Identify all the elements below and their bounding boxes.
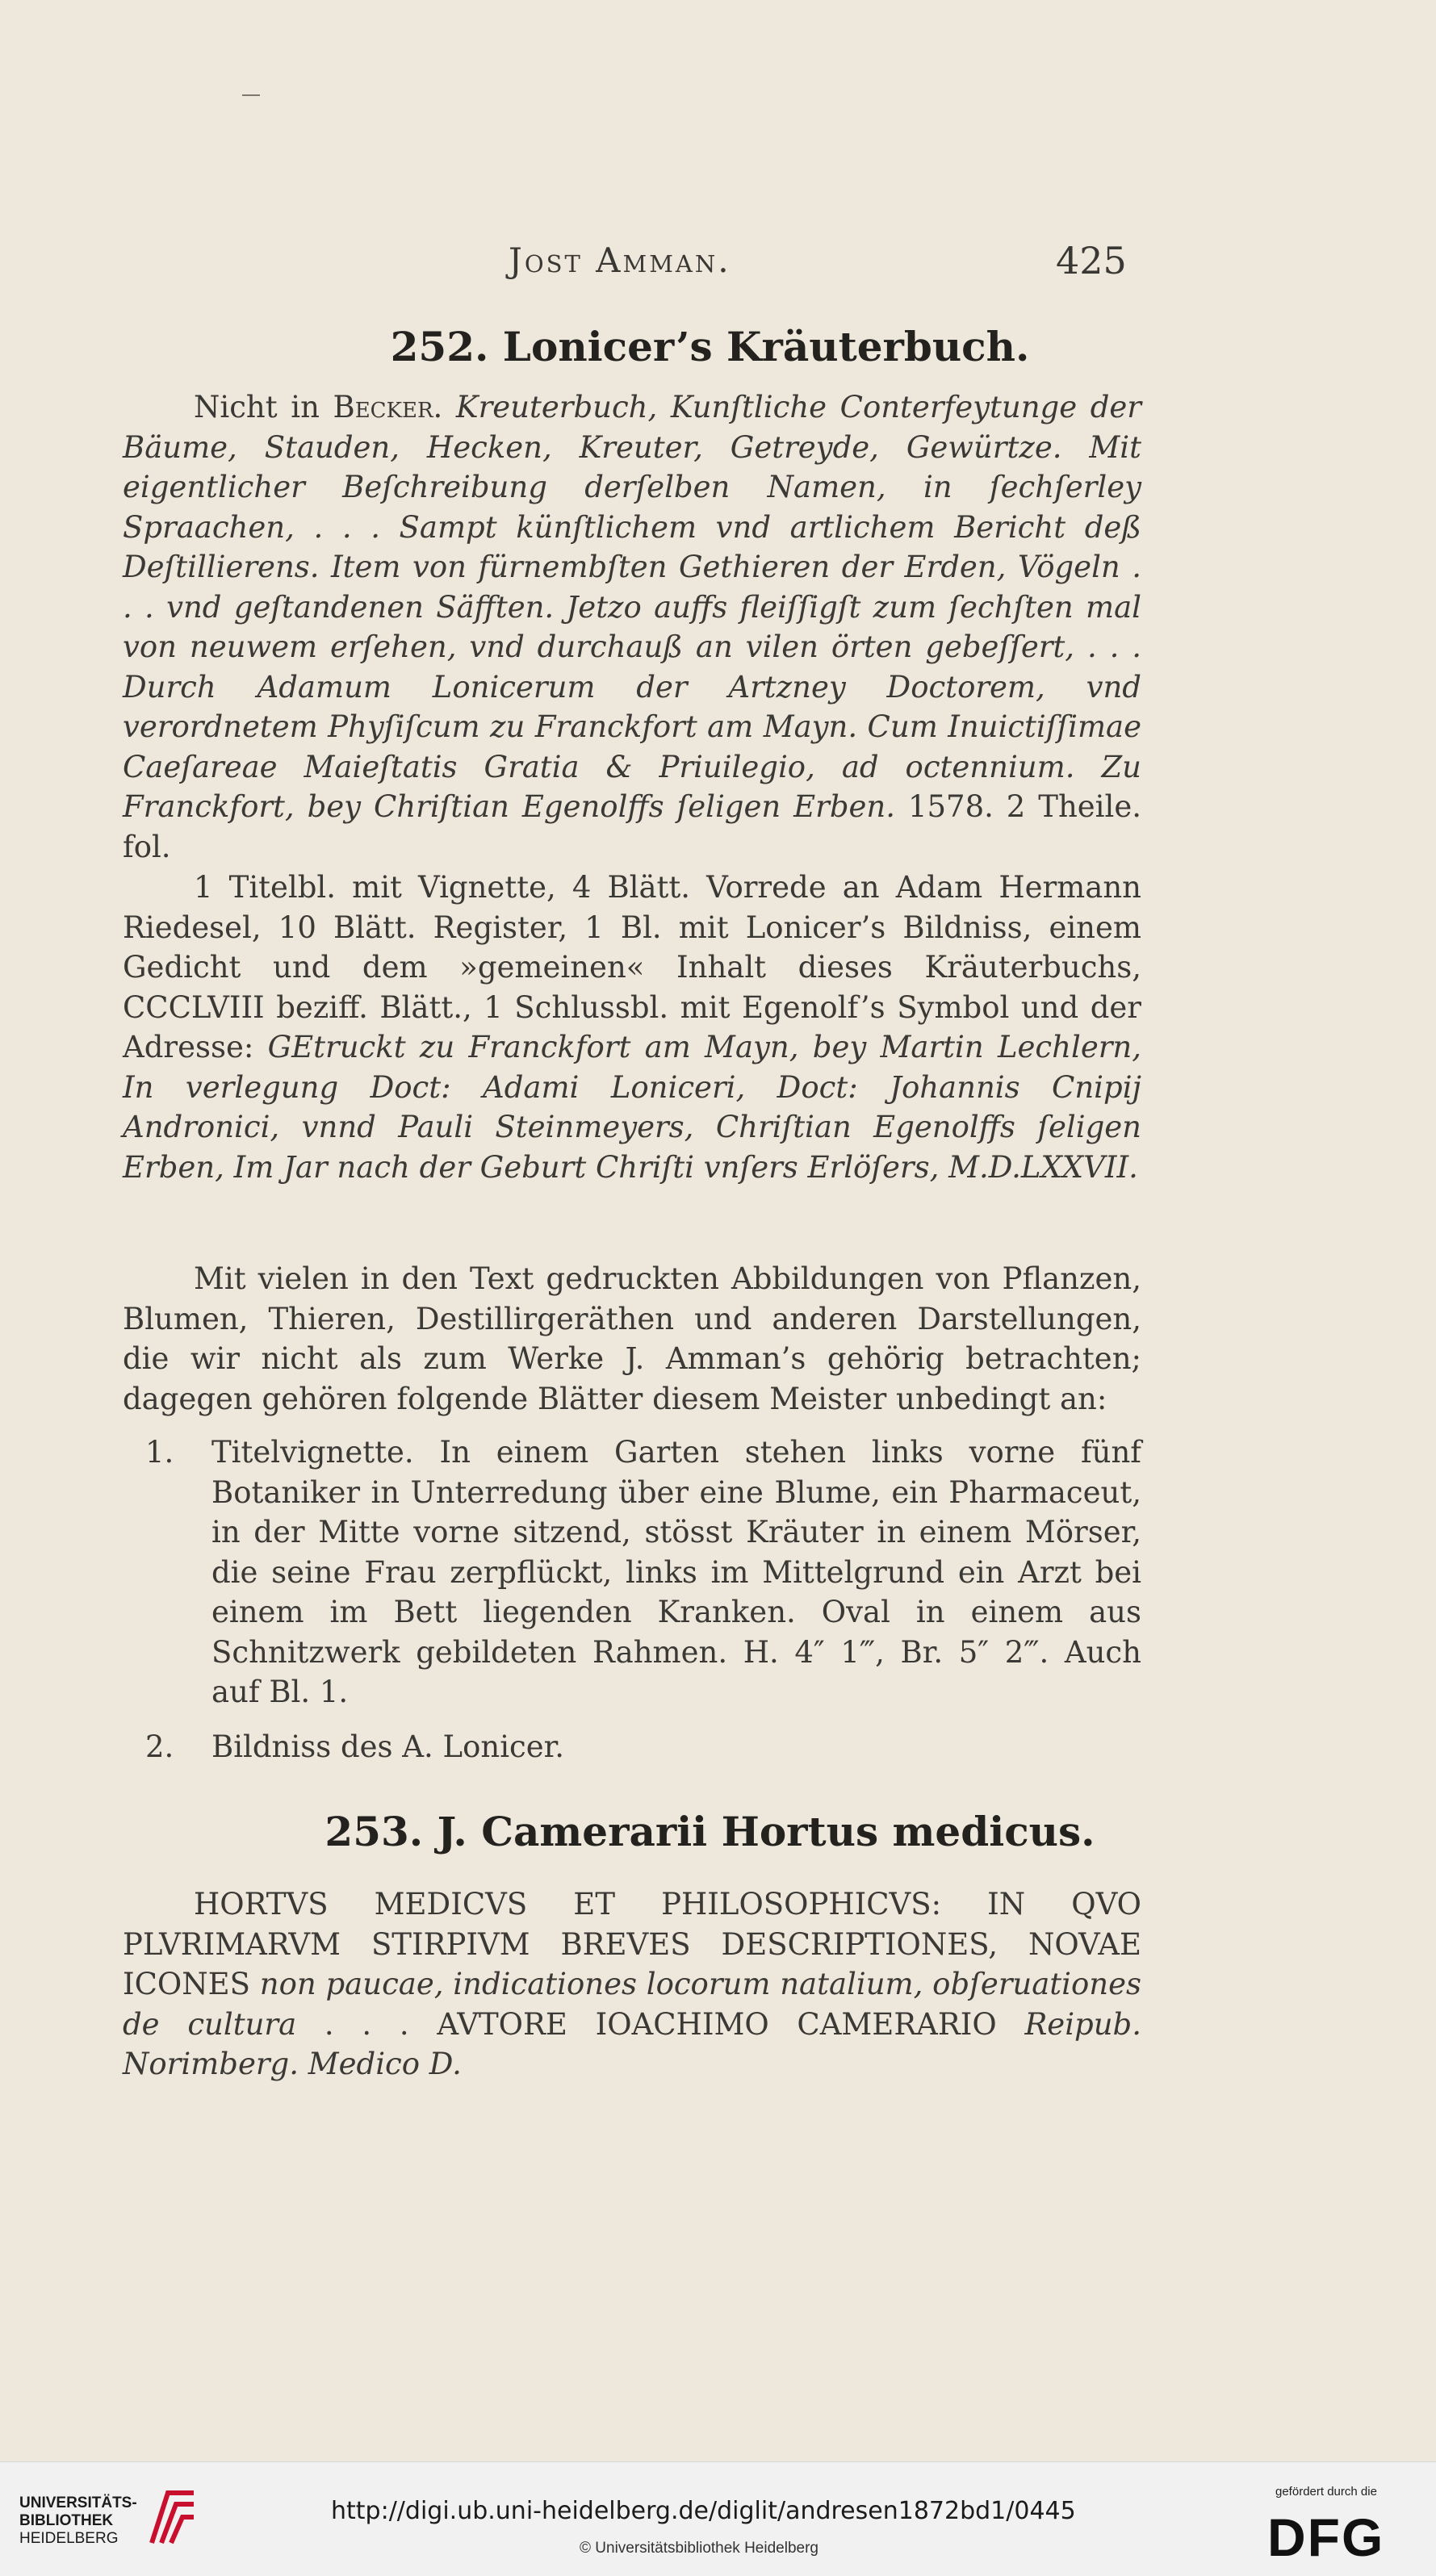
section-heading-253: 253. J. Camerarii Hortus medicus.: [324, 1808, 1095, 1855]
viewer-footer: [0, 2461, 1436, 2576]
collation-text: 1 Titelbl. mit Vignette, 4 Blätt. Vorrede an Adam Hermann Riedesel, 10 Blätt. Register, 1 Bl. mit Lonicer’s Bildniss, einem Gedicht und dem »gemeinen« Inhalt dieses Kräuterbuchs, CCCLVIII beziff. Blätt., 1 Schlussbl. mit Egenolf’s Symbol und der Adresse:: [123, 870, 1141, 1064]
list-item: [123, 1727, 1141, 1767]
bibliographic-entry-253: [123, 1884, 1141, 2085]
collation-paragraph: [123, 868, 1141, 1187]
entry-text: Nicht in: [194, 390, 333, 424]
entry-date: 1578. 2 Theile. fol.: [123, 789, 1141, 864]
list-item-text: Titelvignette. In einem Garten stehen links vorne fünf Botaniker in Unterredung über eine Blume, ein Pharmaceut, in der Mitte vorne sitzend, stösst Kräuter in einem Mörser, die seine Frau zerpflückt, links im Mittelgrund ein Arzt bei einem im Bett liegenden Kranken. Oval in einem aus Schnitzwerk gebildeten Rahmen. H. 4″ 1‴, Br. 5″ 2‴. Auch auf Bl. 1.: [211, 1435, 1141, 1709]
library-logo-text[interactable]: [19, 2494, 137, 2548]
list-item-text: Bildniss des A. Lonicer.: [211, 1729, 565, 1764]
library-name-line: UNIVERSITÄTS-: [19, 2494, 137, 2511]
list-item-number: 2.: [145, 1729, 174, 1764]
list-item-number: 1.: [145, 1435, 174, 1470]
running-title: Jost Amman.: [509, 240, 731, 280]
library-name-line: HEIDELBERG: [19, 2530, 119, 2547]
list-item: [123, 1432, 1141, 1712]
page-mark: [242, 94, 260, 96]
entry-author-title: Reipub. Norimberg. Medico D.: [123, 2006, 1141, 2081]
entry-title-italic: non paucae, indicationes locorum natalium, obſeruationes de cultura: [123, 1967, 1141, 2042]
entry-reference: Becker.: [333, 390, 443, 424]
page-number: 425: [1056, 239, 1127, 282]
bibliographic-entry-252: [123, 387, 1141, 867]
library-logo-icon[interactable]: [144, 2486, 200, 2551]
library-name-line: BIBLIOTHEK: [19, 2512, 114, 2529]
section-heading-252: 252. Lonicer’s Kräuterbuch.: [390, 323, 1030, 370]
entry-author: . . . AVTORE IOACHIMO CAMERARIO: [296, 2006, 1025, 2042]
entry-title-caps: HORTVS MEDICVS ET PHILOSOPHICVS: IN QVO PLVRIMARVM STIRPIVM BREVES DESCRIPTIONES, NOVAE ICONES: [123, 1887, 1141, 2001]
description-paragraph: Mit vielen in den Text gedruckten Abbildungen von Pflanzen, Blumen, Thieren, Destillirgeräthen und anderen Darstellungen, die wir nicht als zum Werke J. Amman’s gehörig betrachten; dagegen gehören folgende Blätter diesem Meister unbedingt an:: [123, 1261, 1141, 1416]
dfg-logo[interactable]: DFG: [1267, 2507, 1385, 2567]
colophon-text: GEtruckt zu Franckfort am Mayn, bey Martin Lechlern, In verlegung Doct: Adami Loniceri, Doct: Johannis Cnipij Andronici, vnnd Pauli Steinmeyers, Chriſtian Egenolffs ſeligen Erben, Im Jar nach der Geburt Chriſti vnſers Erlöſers, M.D.LXXVII.: [123, 1030, 1141, 1185]
funding-label: gefördert durch die: [1275, 2485, 1377, 2499]
permalink-url[interactable]: http://digi.ub.uni-heidelberg.de/diglit/andresen1872bd1/0445: [331, 2497, 1076, 2525]
copyright-notice: © Universitätsbibliothek Heidelberg: [580, 2540, 818, 2557]
entry-title: Kreuterbuch, Kunſtliche Conterfeytunge der Bäume, Stauden, Hecken, Kreuter, Getreyde, Gewürtze. Mit eigentlicher Beſchreibung derſelben Namen, in ſechſerley Spraachen, . . . Sampt künſtlichem vnd artlichem Bericht deß Deſtillierens. Item von fürnembſten Gethieren der Erden, Vögeln . . . vnd geſtandenen Säfften. Jetzo auffs fleiſſigſt zum ſechſten mal von neuwem erſehen, vnd durchauß an vilen örten gebeſſert, . . . Durch Adamum Lonicerum der Artzney Doctorem, vnd verordnetem Phyſiſcum zu Franckfort am Mayn. Cum Inuictiſſimae Caeſareae Maieſtatis Gratia & Priuilegio, ad octennium. Zu Franckfort, bey Chriſtian Egenolffs ſeligen Erben.: [123, 390, 1141, 824]
